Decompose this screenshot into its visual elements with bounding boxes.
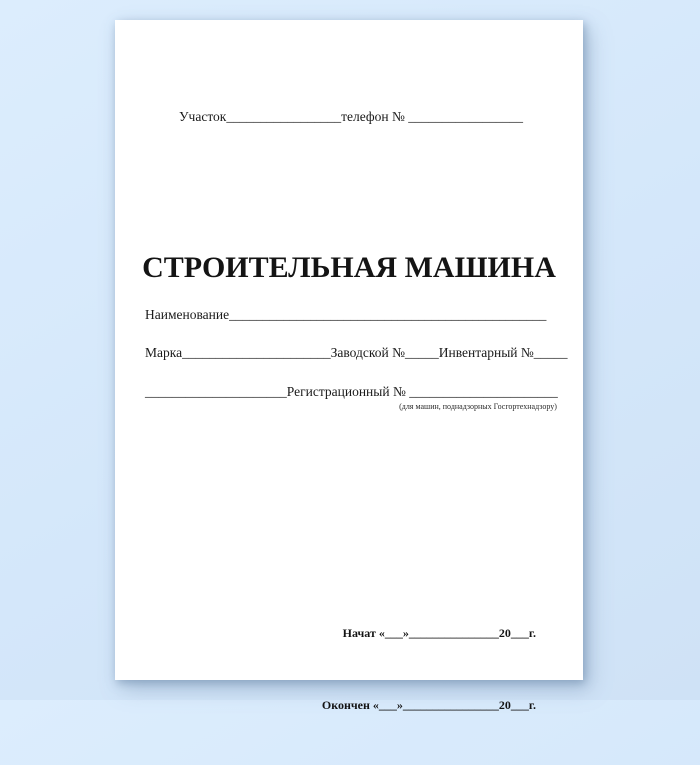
factory-number-blank-line: _____	[404, 345, 439, 360]
registration-blank-line-right: ______________________	[409, 384, 558, 399]
registration-label: Регистрационный №	[286, 384, 410, 399]
site-label: Участок	[179, 109, 227, 124]
phone-label: телефон №	[341, 109, 409, 124]
registration-field-line	[145, 384, 558, 400]
registration-blank-line-left: _____________________	[145, 384, 287, 399]
document-cover-page	[115, 20, 583, 712]
registration-note: (для машин, поднадзорных Госгортехнадзору)	[399, 402, 557, 411]
start-date-row	[322, 621, 536, 645]
inventory-number-label: Инвентарный №	[438, 345, 534, 360]
finish-date-label: Окончен	[321, 698, 370, 712]
brand-blank-line: ______________________	[182, 345, 331, 360]
finish-date-row	[322, 693, 536, 717]
brand-field-line	[145, 345, 568, 361]
document-title: СТРОИТЕЛЬНАЯ МАШИНА	[142, 251, 556, 284]
name-label: Наименование	[145, 307, 230, 322]
name-blank-line: _______________________________________________	[229, 307, 547, 322]
phone-blank-line: _________________	[408, 109, 524, 124]
start-date-label: Начат	[342, 626, 376, 640]
factory-number-label: Заводской №	[330, 345, 405, 360]
date-block	[322, 573, 536, 765]
inventory-number-blank-line: _____	[533, 345, 568, 360]
name-field-line	[145, 307, 546, 323]
site-blank-line: _________________	[226, 109, 342, 124]
start-date-blank-line: «___»_______________20___г.	[375, 626, 536, 640]
finish-date-blank-line: «___»________________20___г.	[369, 698, 536, 712]
brand-label: Марка	[145, 345, 183, 360]
header-line	[179, 109, 523, 125]
